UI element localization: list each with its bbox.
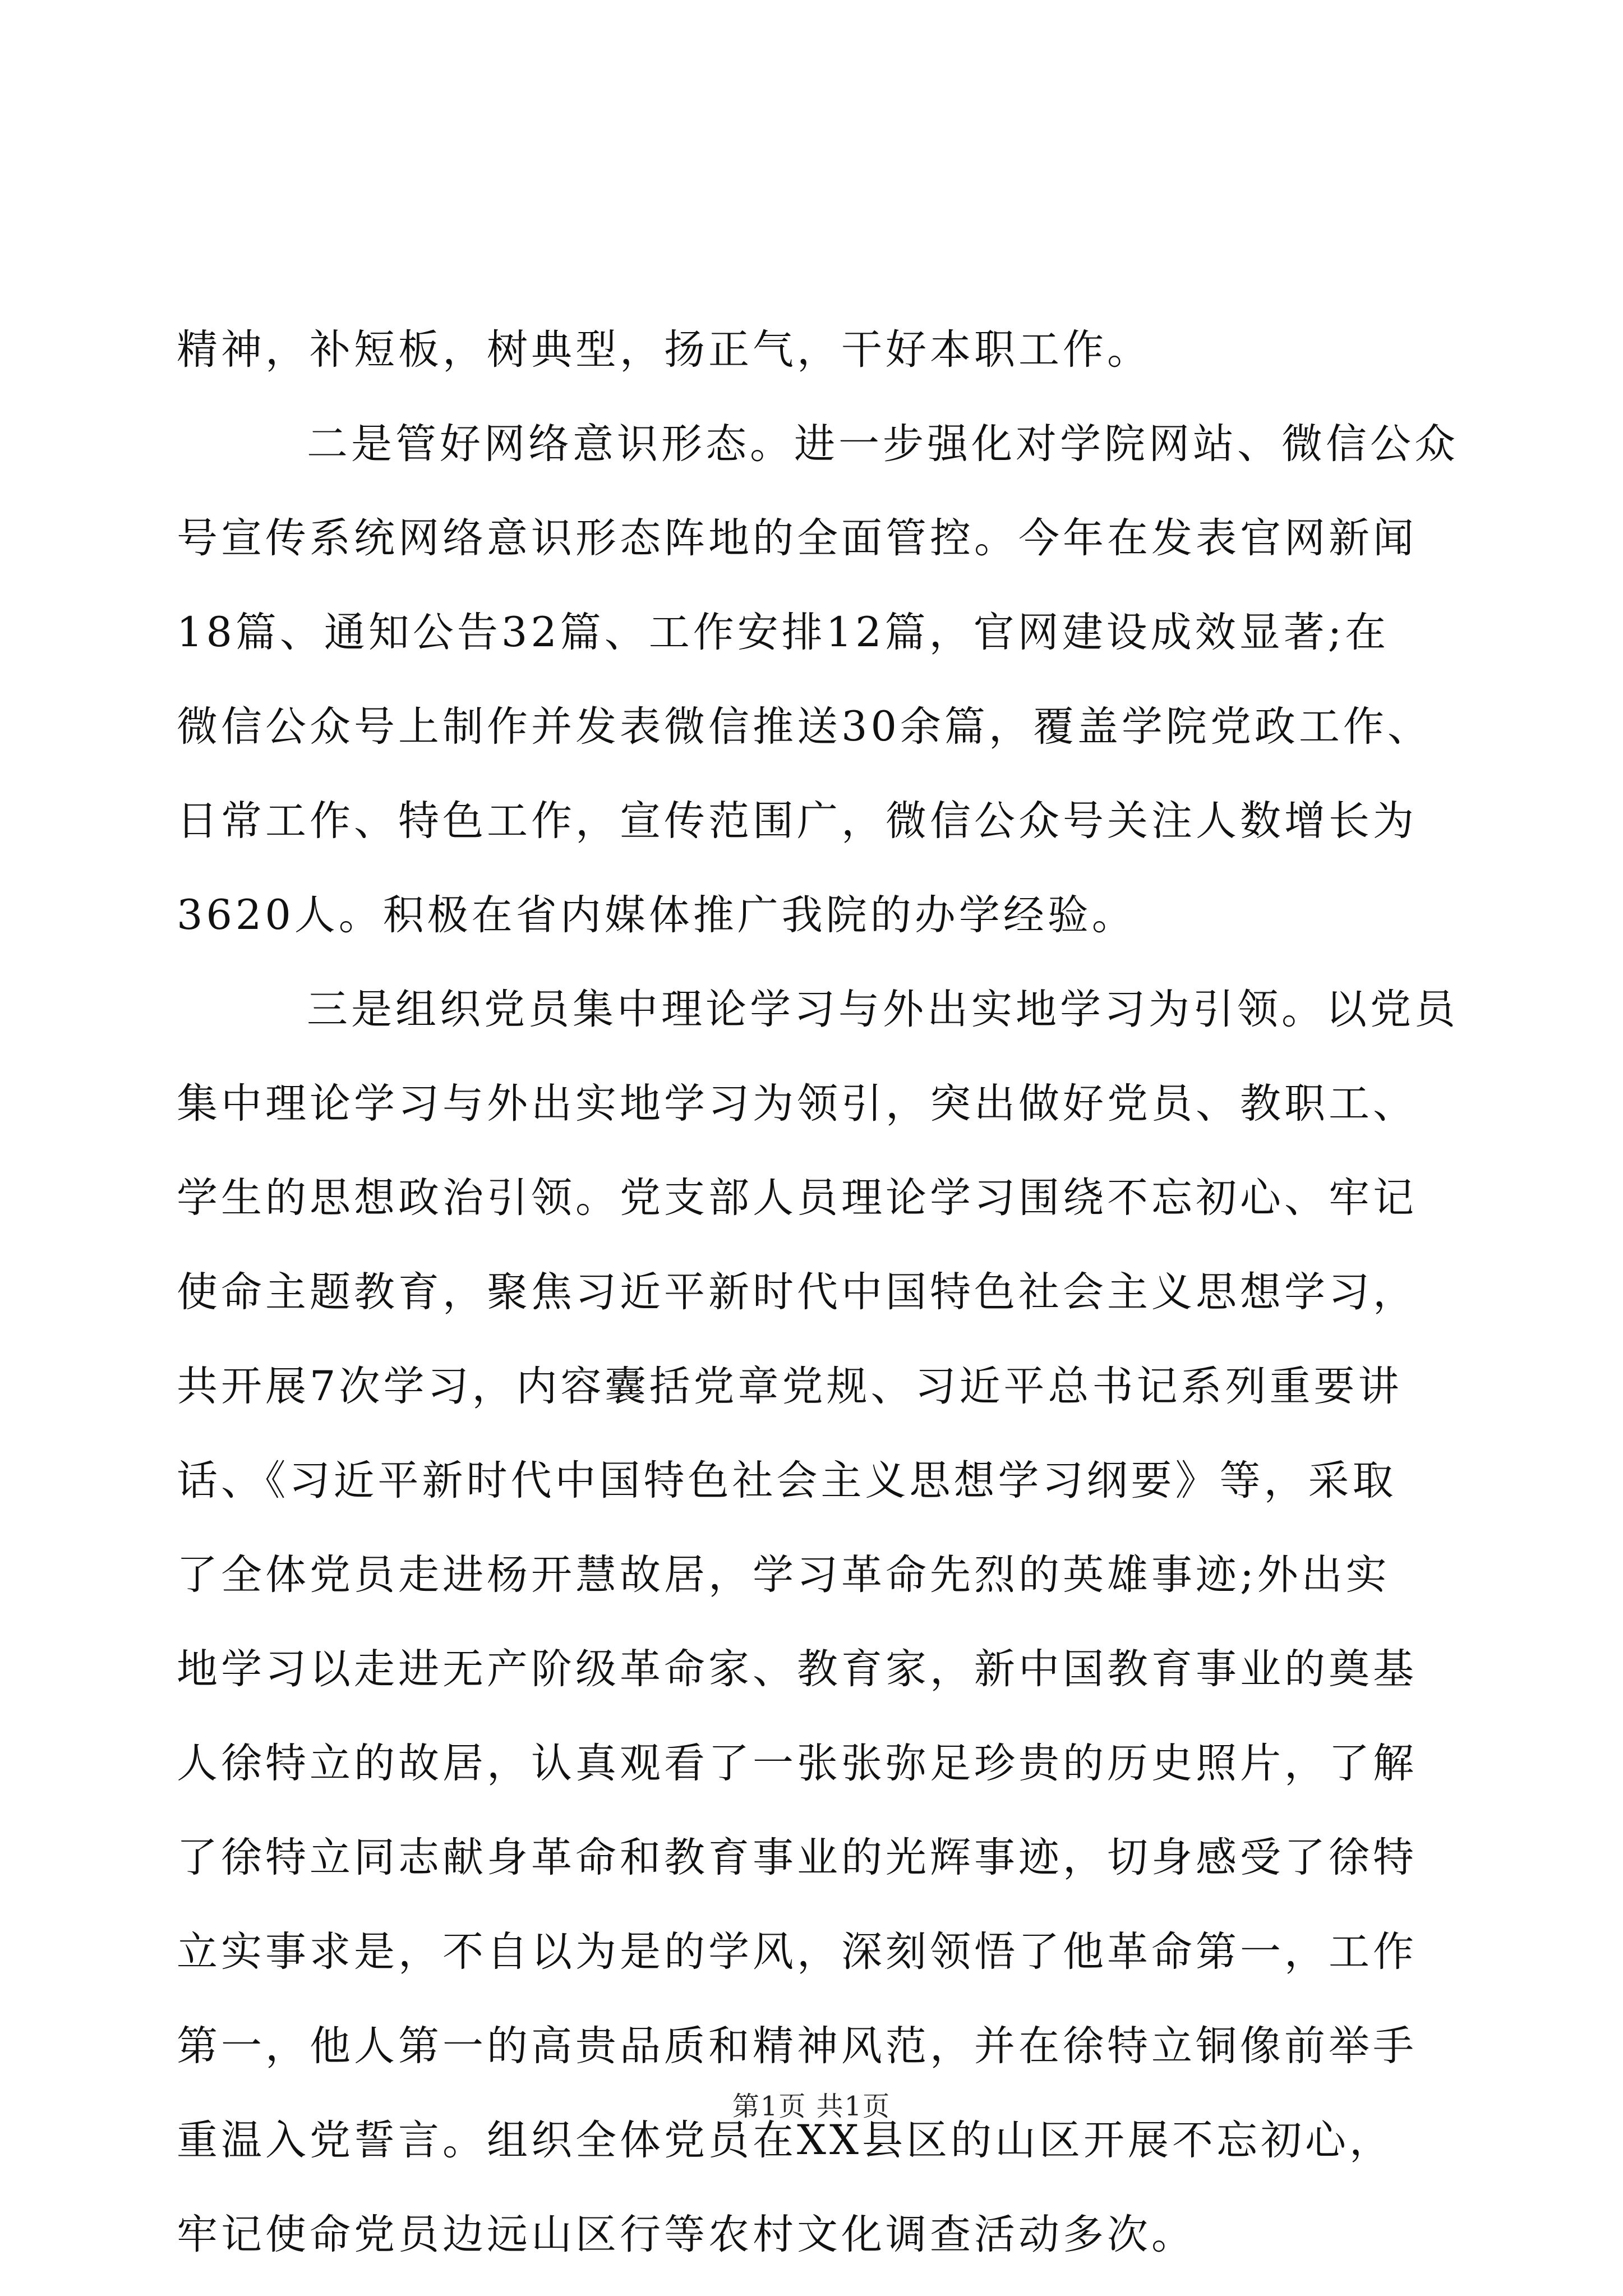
paragraph-start-line: 二是管好网络意识形态。进一步强化对学院网站、微信公众 [307, 420, 1459, 468]
text-line: 了全体党员走进杨开慧故居，学习革命先烈的英雄事迹;外出实 [177, 1551, 1390, 1599]
text-line: 立实事求是，不自以为是的学风，深刻领悟了他革命第一，工作 [177, 1928, 1417, 1976]
text-line: 微信公众号上制作并发表微信推送30余篇，覆盖学院党政工作、 [177, 703, 1432, 751]
text-line: 人徐特立的故居，认真观看了一张张弥足珍贵的历史照片，了解 [177, 1740, 1417, 1787]
text-line: 集中理论学习与外出实地学习为领引，突出做好党员、教职工、 [177, 1080, 1417, 1128]
text-line: 号宣传系统网络意识形态阵地的全面管控。今年在发表官网新闻 [177, 514, 1417, 562]
text-line: 第一，他人第一的高贵品质和精神风范，并在徐特立铜像前举手 [177, 2022, 1417, 2070]
page-number-label: 第1页 共1页 [732, 2091, 891, 2122]
text-line: 18篇、通知公告32篇、工作安排12篇，官网建设成效显著;在 [177, 609, 1390, 656]
page-footer [0, 2090, 1623, 2123]
text-line: 日常工作、特色工作，宣传范围广，微信公众号关注人数增长为 [177, 797, 1417, 845]
text-line: 共开展7次学习，内容囊括党章党规、习近平总书记系列重要讲 [177, 1363, 1403, 1410]
document-body [177, 303, 1459, 2282]
text-line: 使命主题教育，聚焦习近平新时代中国特色社会主义思想学习， [177, 1268, 1417, 1316]
text-line: 重温入党誓言。组织全体党员在XX县区的山区开展不忘初心， [177, 2116, 1394, 2164]
text-line: 话、《习近平新时代中国特色社会主义思想学习纲要》等，采取 [177, 1457, 1397, 1504]
text-line: 3620人。积极在省内媒体推广我院的办学经验。 [177, 891, 1136, 939]
text-line: 精神，补短板，树典型，扬正气，干好本职工作。 [177, 326, 1151, 374]
text-line: 牢记使命党员边远山区行等农村文化调查活动多次。 [177, 2211, 1196, 2258]
text-line: 地学习以走进无产阶级革命家、教育家，新中国教育事业的奠基 [177, 1645, 1417, 1693]
text-line: 学生的思想政治引领。党支部人员理论学习围绕不忘初心、牢记 [177, 1174, 1417, 1222]
text-line: 了徐特立同志献身革命和教育事业的光辉事迹，切身感受了徐特 [177, 1834, 1417, 1881]
paragraph-start-line: 三是组织党员集中理论学习与外出实地学习为引领。以党员 [307, 986, 1459, 1033]
